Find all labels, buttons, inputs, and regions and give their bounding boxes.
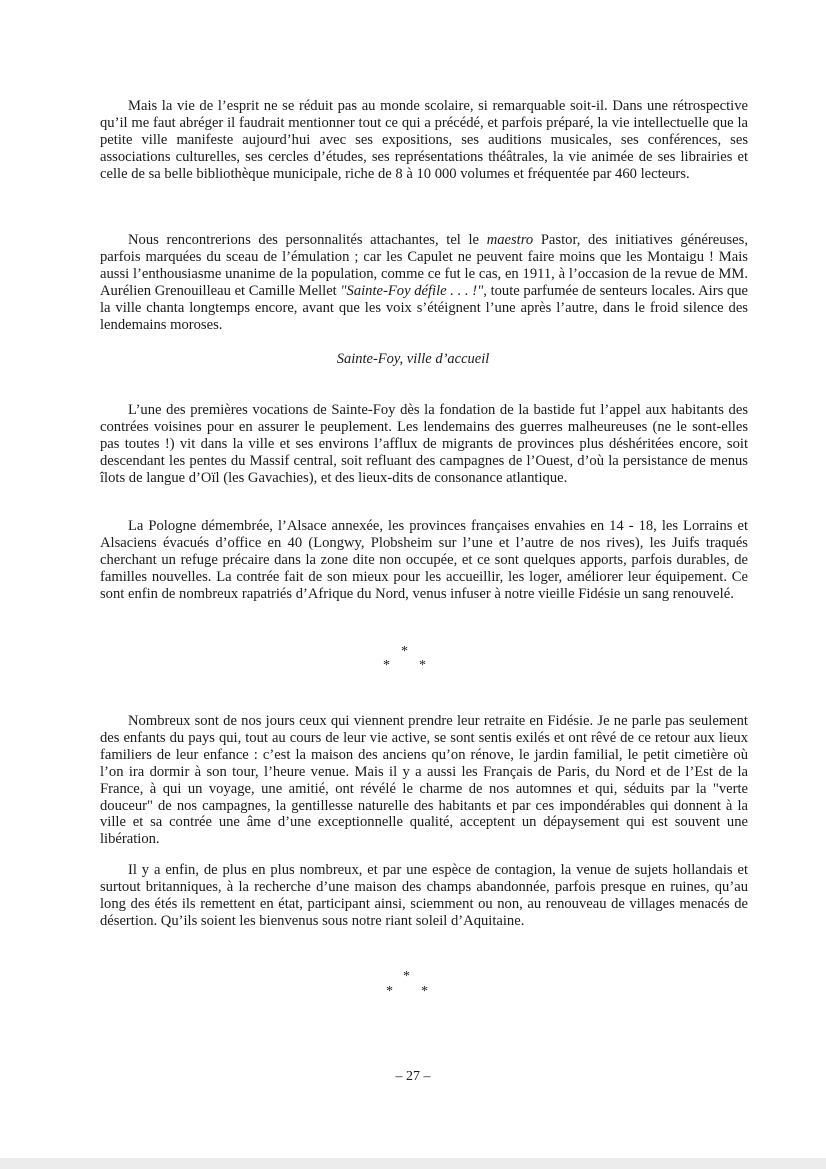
body-paragraph-4: La Pologne démembrée, l’Alsace annexée, les provinces françaises envahies en 14 - 18, les Lorrains et Alsaciens évacués d’office en 40 (Longwy, Plobsheim sur l’une et l’autre de nos rives), les Juifs traqués cherchant un refuge précaire dans la zone dite non occupée, et ce sont quelques apports, parfois durables, de familles nouvelles. La contrée fait de son mieux pour les accueillir, les loger, améliorer leur équipement. Ce sont enfin de nombreux rapatriés d’Afrique du Nord, venus infuser à notre vieille Fidésie un sang renouvelé.: [100, 518, 748, 602]
page-number: – 27 –: [395, 1069, 431, 1084]
asterism-star: *: [403, 969, 410, 984]
body-paragraph-6: Il y a enfin, de plus en plus nombreux, et par une espèce de contagion, la venue de sujets hollandais et surtout britanniques, à la recherche d’une maison des champs abandonnée, parfois presque en ruines, qu’au long des étés ils remettent en état, participant ainsi, sciemment ou non, au renouveau de villages menacés de désertion. Qu’ils soient les bienvenus sous notre riant soleil d’Aquitaine.: [100, 862, 748, 929]
body-paragraph-5: Nombreux sont de nos jours ceux qui viennent prendre leur retraite en Fidésie. Je ne parle pas seulement des enfants du pays qui, tout au cours de leur vie active, se sont sentis exilés et ont rêvé de ce retour aux lieux familiers de leur enfance : c’est la maison des anciens qu’on rénove, le jardin familial, le petit cimetière où l’on ira dormir à son tour, l’heure venue. Mais il y a aussi les Français de Paris, du Nord et de l’Est de la France, à qui un voyage, une amitié, ont révélé le charme de nos automnes et qui, séduits par la "verte douceur" de nos campagnes, la gentillesse naturelle des habitants et par ces impondérables qui donnent à la ville et sa contrée une âme d’une exceptionnelle qualité, acceptent un dépaysement qui est souvent une libération.: [100, 713, 748, 848]
asterism-star: *: [419, 658, 426, 673]
asterism-star: *: [383, 658, 390, 673]
scan-bottom-edge: [0, 1158, 826, 1169]
body-paragraph-3: L’une des premières vocations de Sainte-Foy dès la fondation de la bastide fut l’appel aux habitants des contrées voisines pour en assurer le peuplement. Les lendemains des guerres malheureuses (ne le sont-elles pas toutes !) vit dans la ville et ses environs l’afflux de migrants de provinces plus déshéritées encore, soit descendant les pentes du Massif central, soit refluant des campagnes de l’Ouest, d’où la persistance de menus îlots de langue d’Oïl (les Gavachies), et des lieux-dits de consonance atlantique.: [100, 402, 748, 486]
body-paragraph-1: Mais la vie de l’esprit ne se réduit pas au monde scolaire, si remarquable soit-il. Dans une rétrospective qu’il me faut abréger il faudrait mentionner tout ce qui a précédé, et parfois préparé, la vie intellectuelle que la petite ville manifeste aujourd’hui avec ses expositions, ses auditions musicales, ses conférences, ses associations culturelles, ses cercles d’études, ses représentations théâtrales, la vie animée de ses librairies et celle de sa belle bibliothèque municipale, riche de 8 à 10 000 volumes et fréquentée par 460 lecteurs.: [100, 98, 748, 182]
asterism-star: *: [401, 644, 408, 659]
revue-title: "Sainte-Foy défile . . . !": [340, 282, 484, 299]
asterism-star: *: [386, 984, 393, 999]
body-paragraph-2: Nous rencontrerions des personnalités attachantes, tel le maestro Pastor, des initiatives généreuses, parfois marquées du sceau de l’émulation ; car les Capulet ne peuvent faire moins que les Montaigu ! Mais aussi l’enthousiasme unanime de la population, comme ce fut le cas, en 1911, à l’occasion de la revue de MM. Aurélien Grenouilleau et Camille Mellet "Sainte-Foy défile . . . !", toute parfumée de senteurs locales. Airs que la ville chanta longtemps encore, avant que les voix s’étéignent l’une après l’autre, dans le froid silence des lendemains moroses.: [100, 232, 748, 333]
section-title: Sainte-Foy, ville d’accueil: [336, 351, 490, 367]
asterism-star: *: [421, 984, 428, 999]
emphasis-maestro: maestro: [486, 232, 534, 248]
